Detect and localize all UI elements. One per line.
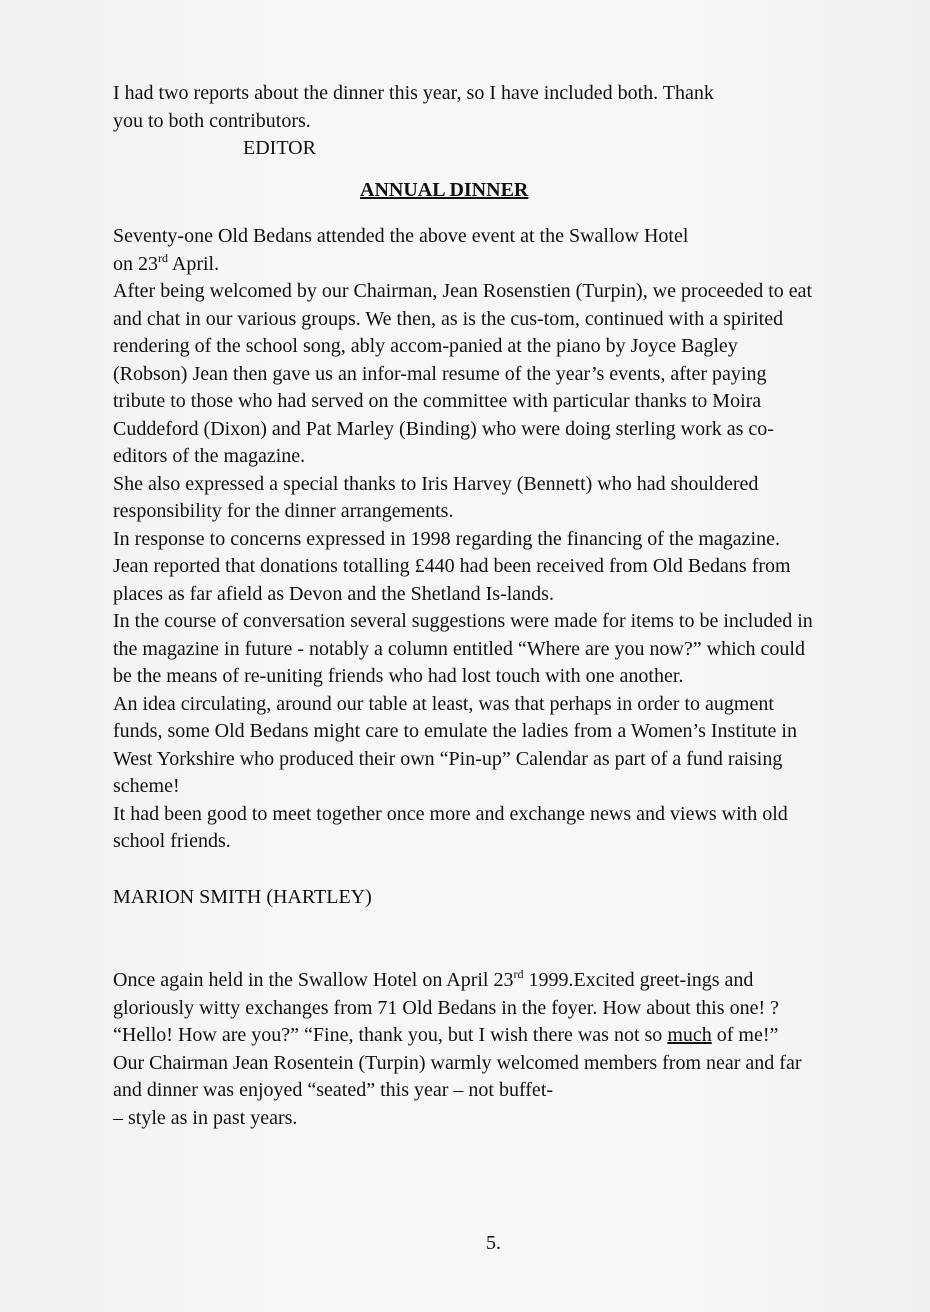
intro-line-2: you to both contributors. (113, 109, 311, 132)
report1-paragraph-7: It had been good to meet together once more and exchange news and views with old school friends. (113, 802, 788, 852)
report1-p1-date-pre: on 23 (113, 252, 158, 275)
report2-paragraph-2-last-line: – style as in past years. (113, 1106, 298, 1129)
report1-paragraph-5: In the course of conversation several suggestions were made for items to be included in the magazine in future - notably a column entitled “Where are you now?” which could be the means of re-uniting friends who had lost touch with one another. (113, 610, 813, 687)
page-number: 5. (486, 1232, 501, 1254)
editor-signature: EDITOR (243, 137, 316, 159)
report1-paragraph-2: After being welcomed by our Chairman, Jean Rosenstien (Turpin), we proceeded to eat and chat in our various groups. We then, as is the cus-tom, continued with a spirited rendering of the school song, ably accom-panied at the piano by Joyce Bagley (Robson) Jean then gave us an infor-mal resume of the year’s events, after paying tribute to those who had served on the committee with particular thanks to Moira Cuddeford (Dixon) and Pat Marley (Binding) who were doing sterling work as co-editors of the magazine. (113, 280, 813, 467)
report1-paragraph-6: An idea circulating, around our table at least, was that perhaps in order to augment funds, some Old Bedans might care to emulate the ladies from a Women’s Institute in West Yorkshire who produced their own “Pin-up” Calendar as part of a fund raising scheme! (113, 692, 797, 797)
spacer (113, 911, 813, 967)
report2-p1-end: of me!” (711, 1024, 779, 1046)
report1-p1-date-post: April. (168, 252, 220, 275)
intro-line-1: I had two reports about the dinner this year, so I have included both. Thank (113, 82, 714, 104)
report1-p1-line-a: Seventy-one Old Bedans attended the above event at the Swallow Hotel (113, 225, 689, 247)
report1-byline: MARION SMITH (HARTLEY) (113, 885, 372, 908)
report1-paragraph-1 (113, 223, 813, 278)
report1-paragraph-3: She also expressed a special thanks to Iris Harvey (Bennett) who had shouldered responsibility for the dinner arrangements. (113, 472, 759, 522)
report1-p1-date-suffix: rd (158, 250, 168, 265)
report2-p1-date-suffix: rd (513, 967, 524, 981)
report2-p1-pre: Once again held in the Swallow Hotel on April 23 (113, 969, 514, 991)
page-content (113, 80, 813, 1132)
report2-paragraph-1 (113, 967, 813, 1050)
report2-p1-post: 1999.Excited greet-ings and gloriously witty exchanges from 71 Old Bedans in the foyer. How about this one! ? “Hello! How are you?” “Fine, thank you, but I wish there was not so (113, 969, 779, 1046)
report1-paragraph-4: In response to concerns expressed in 1998 regarding the financing of the magazine. Jean reported that donations totalling £440 had been received from Old Bedans from places as far afield as Devon and the Shetland Is-lands. (113, 527, 791, 605)
report2-p1-underlined-word: much (667, 1024, 712, 1046)
report2-paragraph-2: Our Chairman Jean Rosentein (Turpin) warmly welcomed members from near and far and dinner was enjoyed “seated” this year – not buffet- (113, 1051, 802, 1101)
section-heading: ANNUAL DINNER (360, 178, 529, 201)
